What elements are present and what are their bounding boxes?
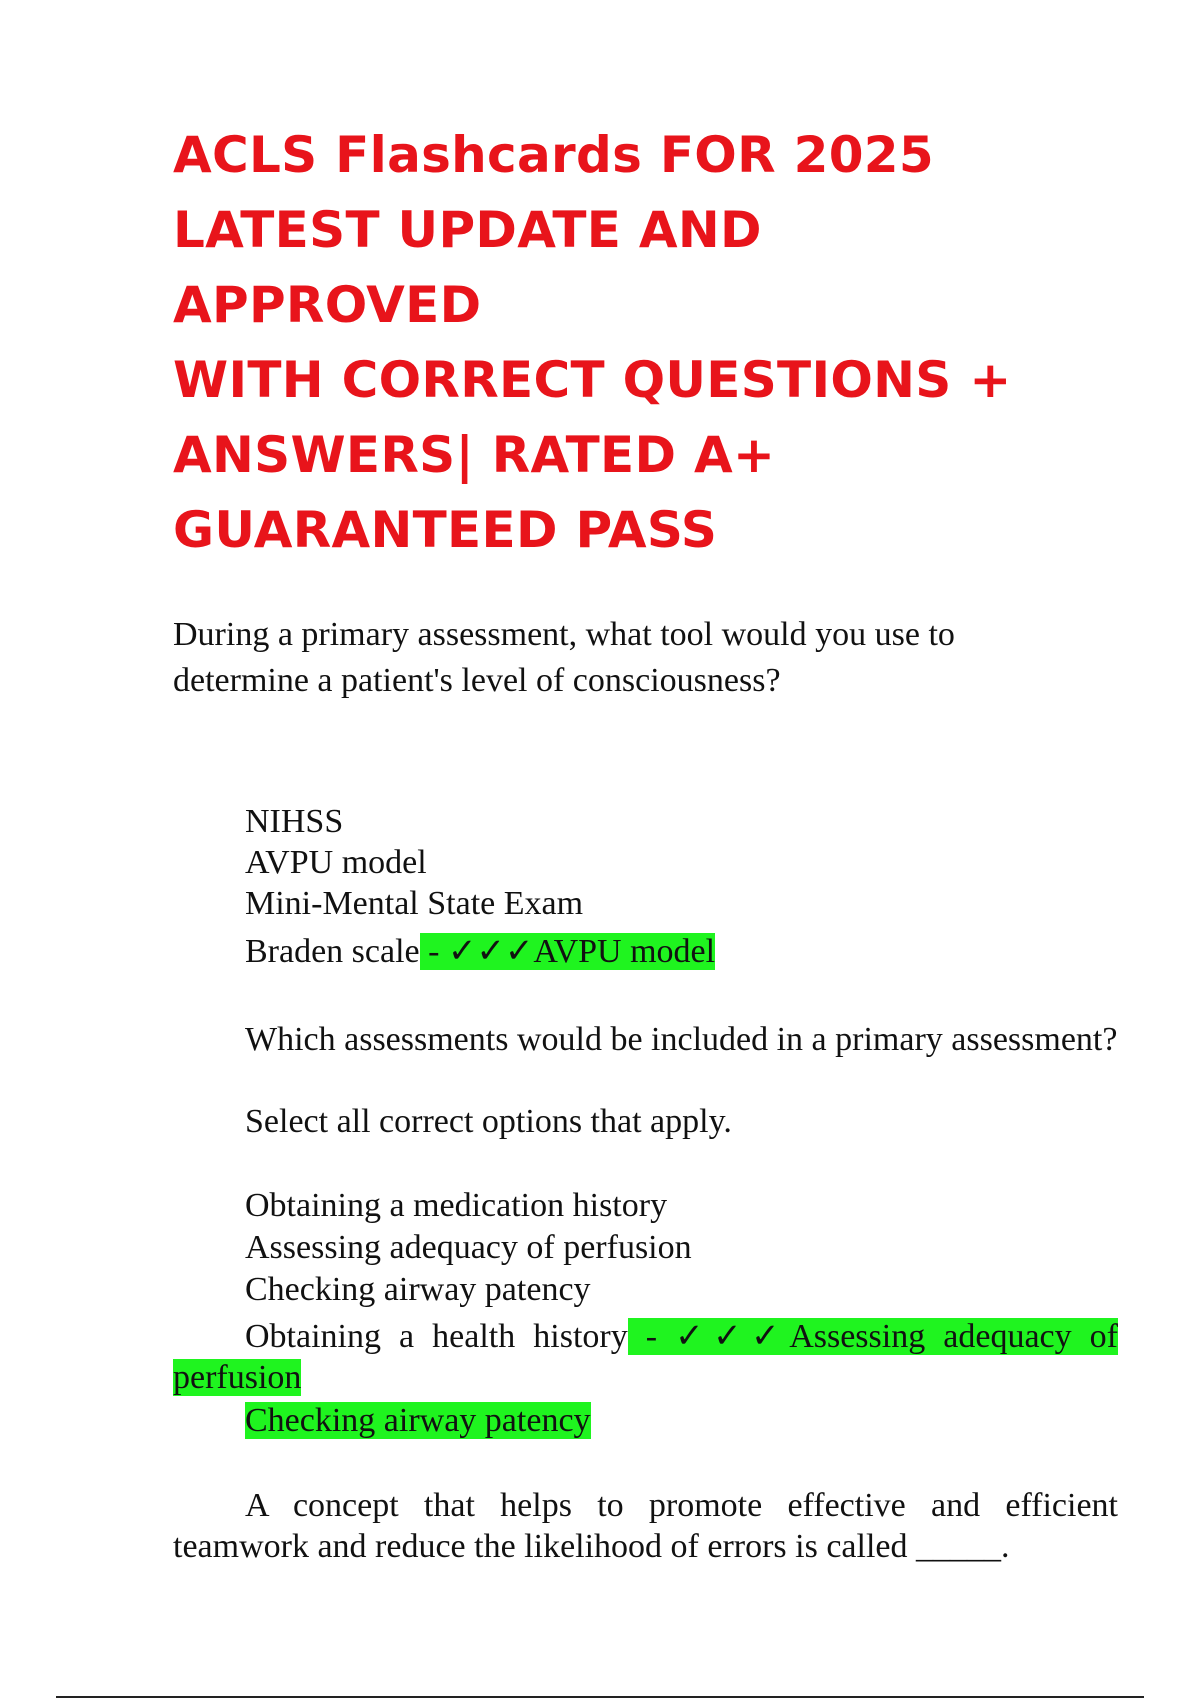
title-line: APPROVED (173, 276, 482, 334)
q2-answer-highlight-line2 (245, 1401, 591, 1441)
title-line: GUARANTEED PASS (173, 501, 718, 559)
question-2-text: Which assessments would be included in a primary assessment? (245, 1021, 1118, 1058)
question-2-instruction: Select all correct options that apply. (245, 1103, 732, 1140)
q2-option-with-answer (173, 1316, 1118, 1398)
q2-answer-highlight: - ✓✓✓Assessing adequacy of perfusion (173, 1318, 1118, 1396)
question-1-line: During a primary assessment, what tool would you use to (173, 616, 955, 653)
q1-option: NIHSS (245, 803, 344, 840)
title-line: ANSWERS| RATED A+ (173, 426, 776, 484)
title-line: LATEST UPDATE AND (173, 201, 762, 259)
page-bottom-rule (56, 1696, 1144, 1698)
q2-option: Checking airway patency (245, 1271, 591, 1308)
question-1-line: determine a patient's level of consciousness? (173, 662, 781, 699)
q1-option-with-answer (245, 932, 715, 972)
q2-answer-highlight: Checking airway patency (245, 1402, 591, 1439)
question-3-text: A concept that helps to promote effective and efficient teamwork and reduce the likelihood of errors is called _____. (173, 1487, 1118, 1565)
q1-answer-highlight: - ✓✓✓AVPU model (419, 933, 716, 970)
q1-option: Braden scale (245, 933, 420, 970)
q2-option: Obtaining a health history (245, 1318, 628, 1355)
question-1-text (173, 612, 1118, 704)
q2-option: Obtaining a medication history (245, 1187, 668, 1224)
q1-option: AVPU model (245, 844, 427, 881)
q2-option: Assessing adequacy of perfusion (245, 1229, 692, 1266)
title-line: WITH CORRECT QUESTIONS + (173, 351, 1012, 409)
document-title (173, 118, 1133, 568)
q1-option: Mini-Mental State Exam (245, 885, 584, 922)
title-line: ACLS Flashcards FOR 2025 (173, 126, 934, 184)
